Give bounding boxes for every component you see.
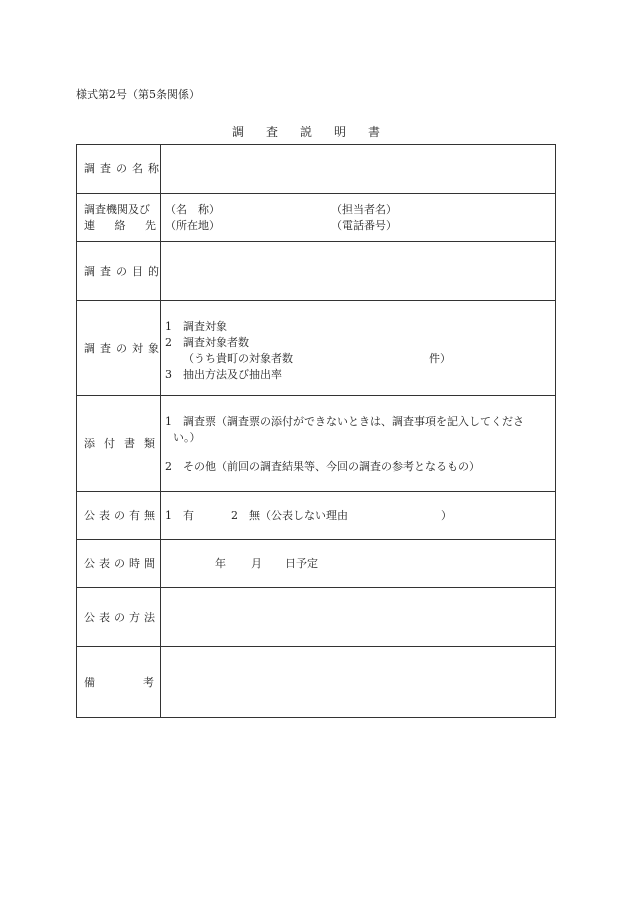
row-target bbox=[77, 300, 555, 396]
form-table bbox=[76, 144, 556, 718]
row-remarks bbox=[77, 646, 555, 718]
address-label: （所在地） bbox=[165, 219, 220, 232]
row-timing bbox=[77, 539, 555, 588]
person-label: （担当者名） bbox=[331, 203, 397, 216]
attachment-item-1: 1 調査票（調査票の添付ができないときは、調査事項を記入してくださ bbox=[165, 415, 524, 428]
target-item-2: 2 調査対象者数 bbox=[165, 336, 249, 349]
title-char: 調 bbox=[232, 125, 245, 139]
attachment-item-1-cont: い。） bbox=[173, 431, 201, 444]
title-char: 査 bbox=[266, 125, 279, 139]
publication-option-no[interactable]: 2 無（公表しない理由 bbox=[231, 509, 348, 522]
row-method bbox=[77, 587, 555, 647]
title-char: 説 bbox=[300, 125, 313, 139]
timing-year: 年 bbox=[215, 557, 226, 570]
title-char: 書 bbox=[368, 125, 381, 139]
row-publication bbox=[77, 491, 555, 540]
label-institution-line1: 調査機関及び bbox=[84, 203, 150, 216]
row-attachments bbox=[77, 395, 555, 492]
label-survey-name: 調査の名称 bbox=[84, 162, 164, 175]
name-label: （名 称） bbox=[165, 203, 220, 216]
method-field[interactable] bbox=[161, 588, 555, 647]
label-attachments: 添付書類 bbox=[84, 437, 164, 450]
label-institution-line2: 連 絡 先 bbox=[84, 219, 156, 232]
title-char: 明 bbox=[334, 125, 347, 139]
target-item-2-unit: 件） bbox=[429, 352, 451, 365]
label-timing: 公表の時間 bbox=[84, 557, 159, 570]
attachment-item-2: 2 その他（前回の調査結果等、今回の調査の参考となるもの） bbox=[165, 460, 480, 473]
publication-option-yes[interactable]: 1 有 bbox=[165, 509, 194, 522]
form-number: 様式第2号（第5条関係） bbox=[76, 88, 200, 101]
label-target: 調査の対象 bbox=[84, 341, 164, 355]
purpose-field[interactable] bbox=[161, 242, 555, 301]
target-item-3: 3 抽出方法及び抽出率 bbox=[165, 368, 282, 381]
row-survey-name bbox=[77, 145, 555, 193]
row-purpose bbox=[77, 241, 555, 301]
row-institution bbox=[77, 193, 555, 242]
timing-day: 日予定 bbox=[285, 557, 318, 570]
phone-label: （電話番号） bbox=[331, 219, 397, 232]
remarks-field[interactable] bbox=[161, 647, 555, 718]
label-method: 公表の方法 bbox=[84, 610, 159, 624]
survey-name-field[interactable] bbox=[161, 145, 555, 193]
publication-reason-close: ） bbox=[441, 509, 452, 522]
label-institution bbox=[84, 202, 156, 234]
target-item-1: 1 調査対象 bbox=[165, 320, 227, 333]
document-title bbox=[232, 123, 402, 140]
label-purpose: 調査の目的 bbox=[84, 264, 164, 278]
label-publication: 公表の有無 bbox=[84, 509, 159, 522]
label-remarks: 備 考 bbox=[84, 675, 154, 689]
target-item-2-sub: （うち貴町の対象者数 bbox=[183, 352, 293, 365]
timing-month: 月 bbox=[251, 557, 262, 570]
